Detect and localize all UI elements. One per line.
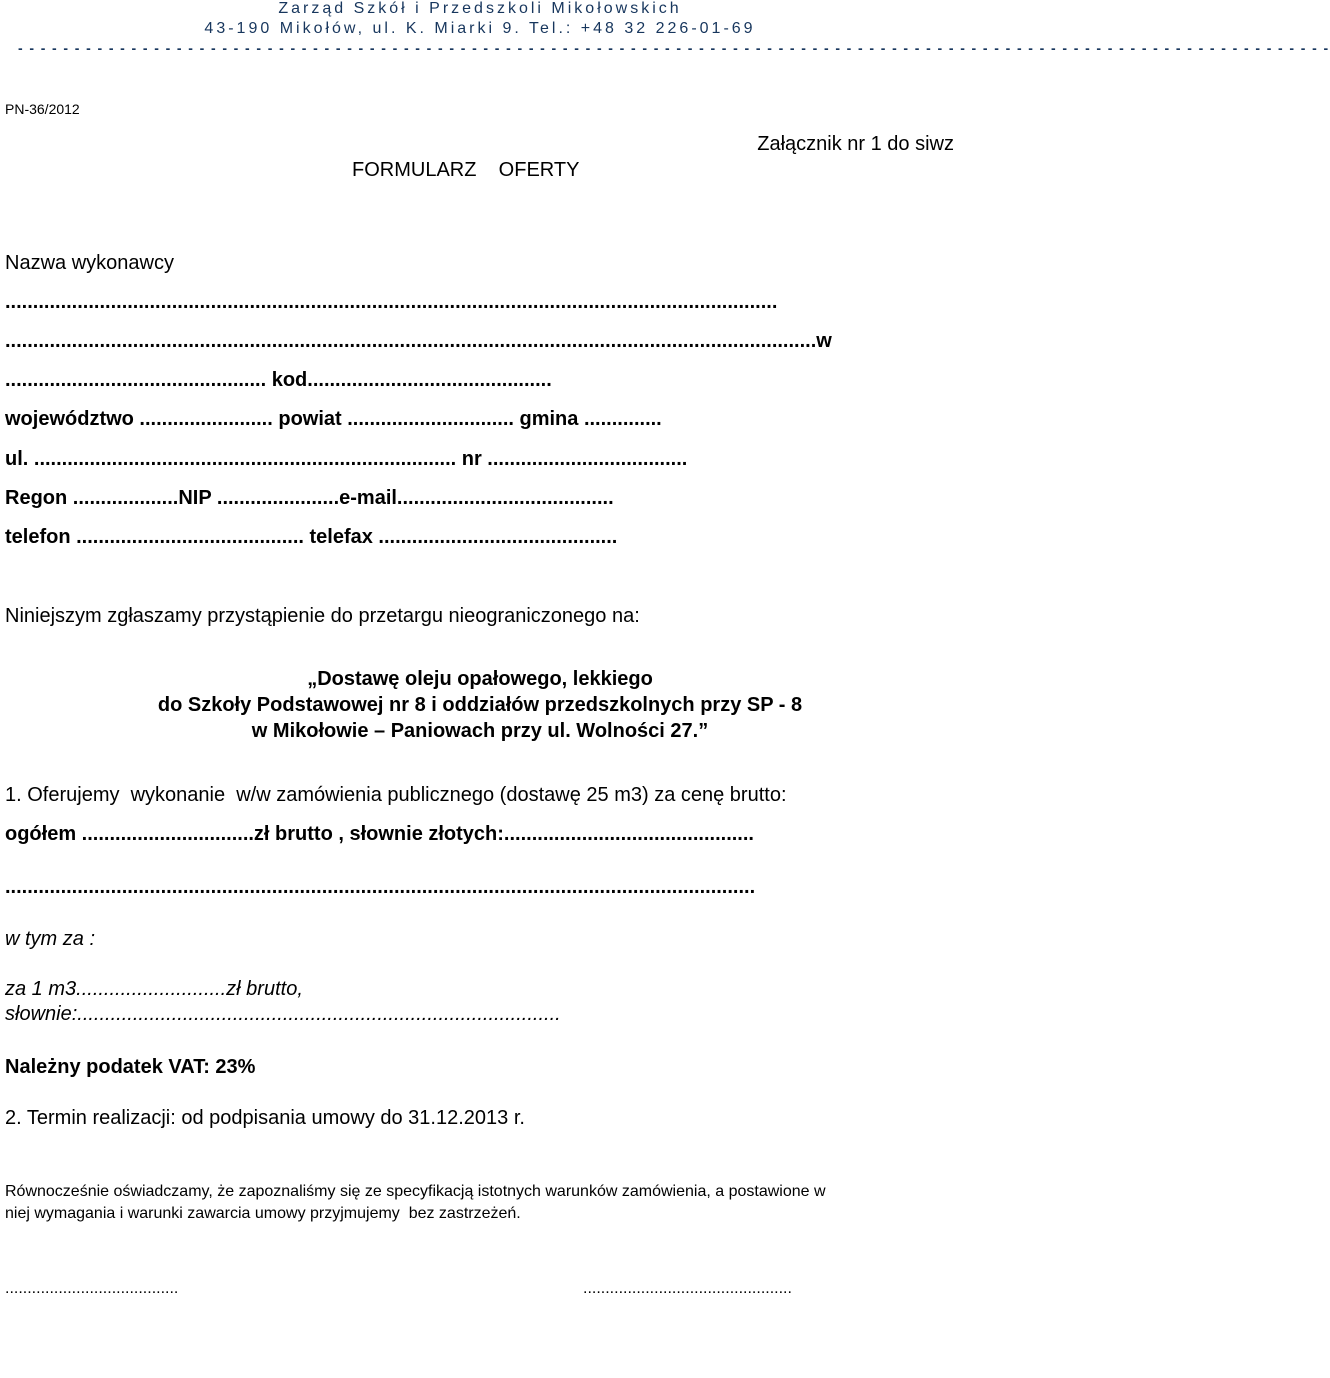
contractor-ids-line: Regon ...................NIP ......................e-mail....................................... xyxy=(5,487,614,509)
signature-place-date: ....................................... xyxy=(5,1280,179,1297)
contractor-line-1: ........................................................................................................................................... xyxy=(5,291,778,313)
subject-line-3: w Mikołowie – Paniowach przy ul. Wolności 27.” xyxy=(251,720,709,742)
contractor-code-line: ............................................... kod............................................ xyxy=(5,369,552,391)
declaration-line-1: Równocześnie oświadczamy, że zapoznaliśmy się ze specyfikacją istotnych warunków zamówienia, a postawione w xyxy=(5,1183,826,1200)
contractor-line-2: ..................................................................................................................................................w xyxy=(5,330,832,352)
subject-line-2: do Szkoły Podstawowej nr 8 i oddziałów przedszkolnych przy SP - 8 xyxy=(157,694,803,716)
intro-text: Niniejszym zgłaszamy przystąpienie do przetargu nieograniczonego na: xyxy=(5,605,640,627)
declaration-line-2: niej wymagania i warunki zawarcia umowy przyjmujemy bez zastrzeżeń. xyxy=(5,1205,521,1222)
contractor-phone-line: telefon ......................................... telefax ........................................... xyxy=(5,526,618,548)
attachment-label: Załącznik nr 1 do siwz xyxy=(757,133,954,155)
deadline-line: 2. Termin realizacji: od podpisania umowy do 31.12.2013 r. xyxy=(5,1107,525,1129)
header-separator: - - - - - - - - - - - - - - - - - - - - - - - - - - - - - - - - - - - - - - - - - - - - - - - - - - - - - - - - - - - - - - - - - - - - - - - - - - - - - - - - - - - - - - - - - - - - - - - - - - - - - - - - - - - - - - - - - - - - xyxy=(18,40,1330,56)
vat-line: Należny podatek VAT: 23% xyxy=(5,1056,256,1078)
unit-price-words-line: słownie:....................................................................................... xyxy=(5,1003,561,1025)
total-price-line: ogółem ...............................zł brutto , słownie złotych:............................................. xyxy=(5,823,754,845)
signature-contractor: ............................................... xyxy=(583,1280,792,1297)
offer-line: 1. Oferujemy wykonanie w/w zamówienia publicznego (dostawę 25 m3) za cenę brutto: xyxy=(5,784,787,806)
contractor-label: Nazwa wykonawcy xyxy=(5,252,174,274)
total-price-continuation: ....................................................................................................................................... xyxy=(5,876,756,898)
including-label: w tym za : xyxy=(5,928,96,950)
subject-line-1: „Dostawę oleju opałowego, lekkiego xyxy=(307,668,653,690)
form-title: FORMULARZ OFERTY xyxy=(352,159,580,181)
unit-price-line: za 1 m3...........................zł brutto, xyxy=(5,978,303,1000)
header-address: 43-190 Mikołów, ul. K. Miarki 9. Tel.: +48 32 226-01-69 xyxy=(204,20,756,37)
header-organization: Zarząd Szkół i Przedszkoli Mikołowskich xyxy=(278,0,682,17)
contractor-region-line: województwo ........................ powiat .............................. gmina .............. xyxy=(5,408,662,430)
reference-number: PN-36/2012 xyxy=(5,101,80,117)
contractor-street-line: ul. ............................................................................ nr .................................... xyxy=(5,448,688,470)
